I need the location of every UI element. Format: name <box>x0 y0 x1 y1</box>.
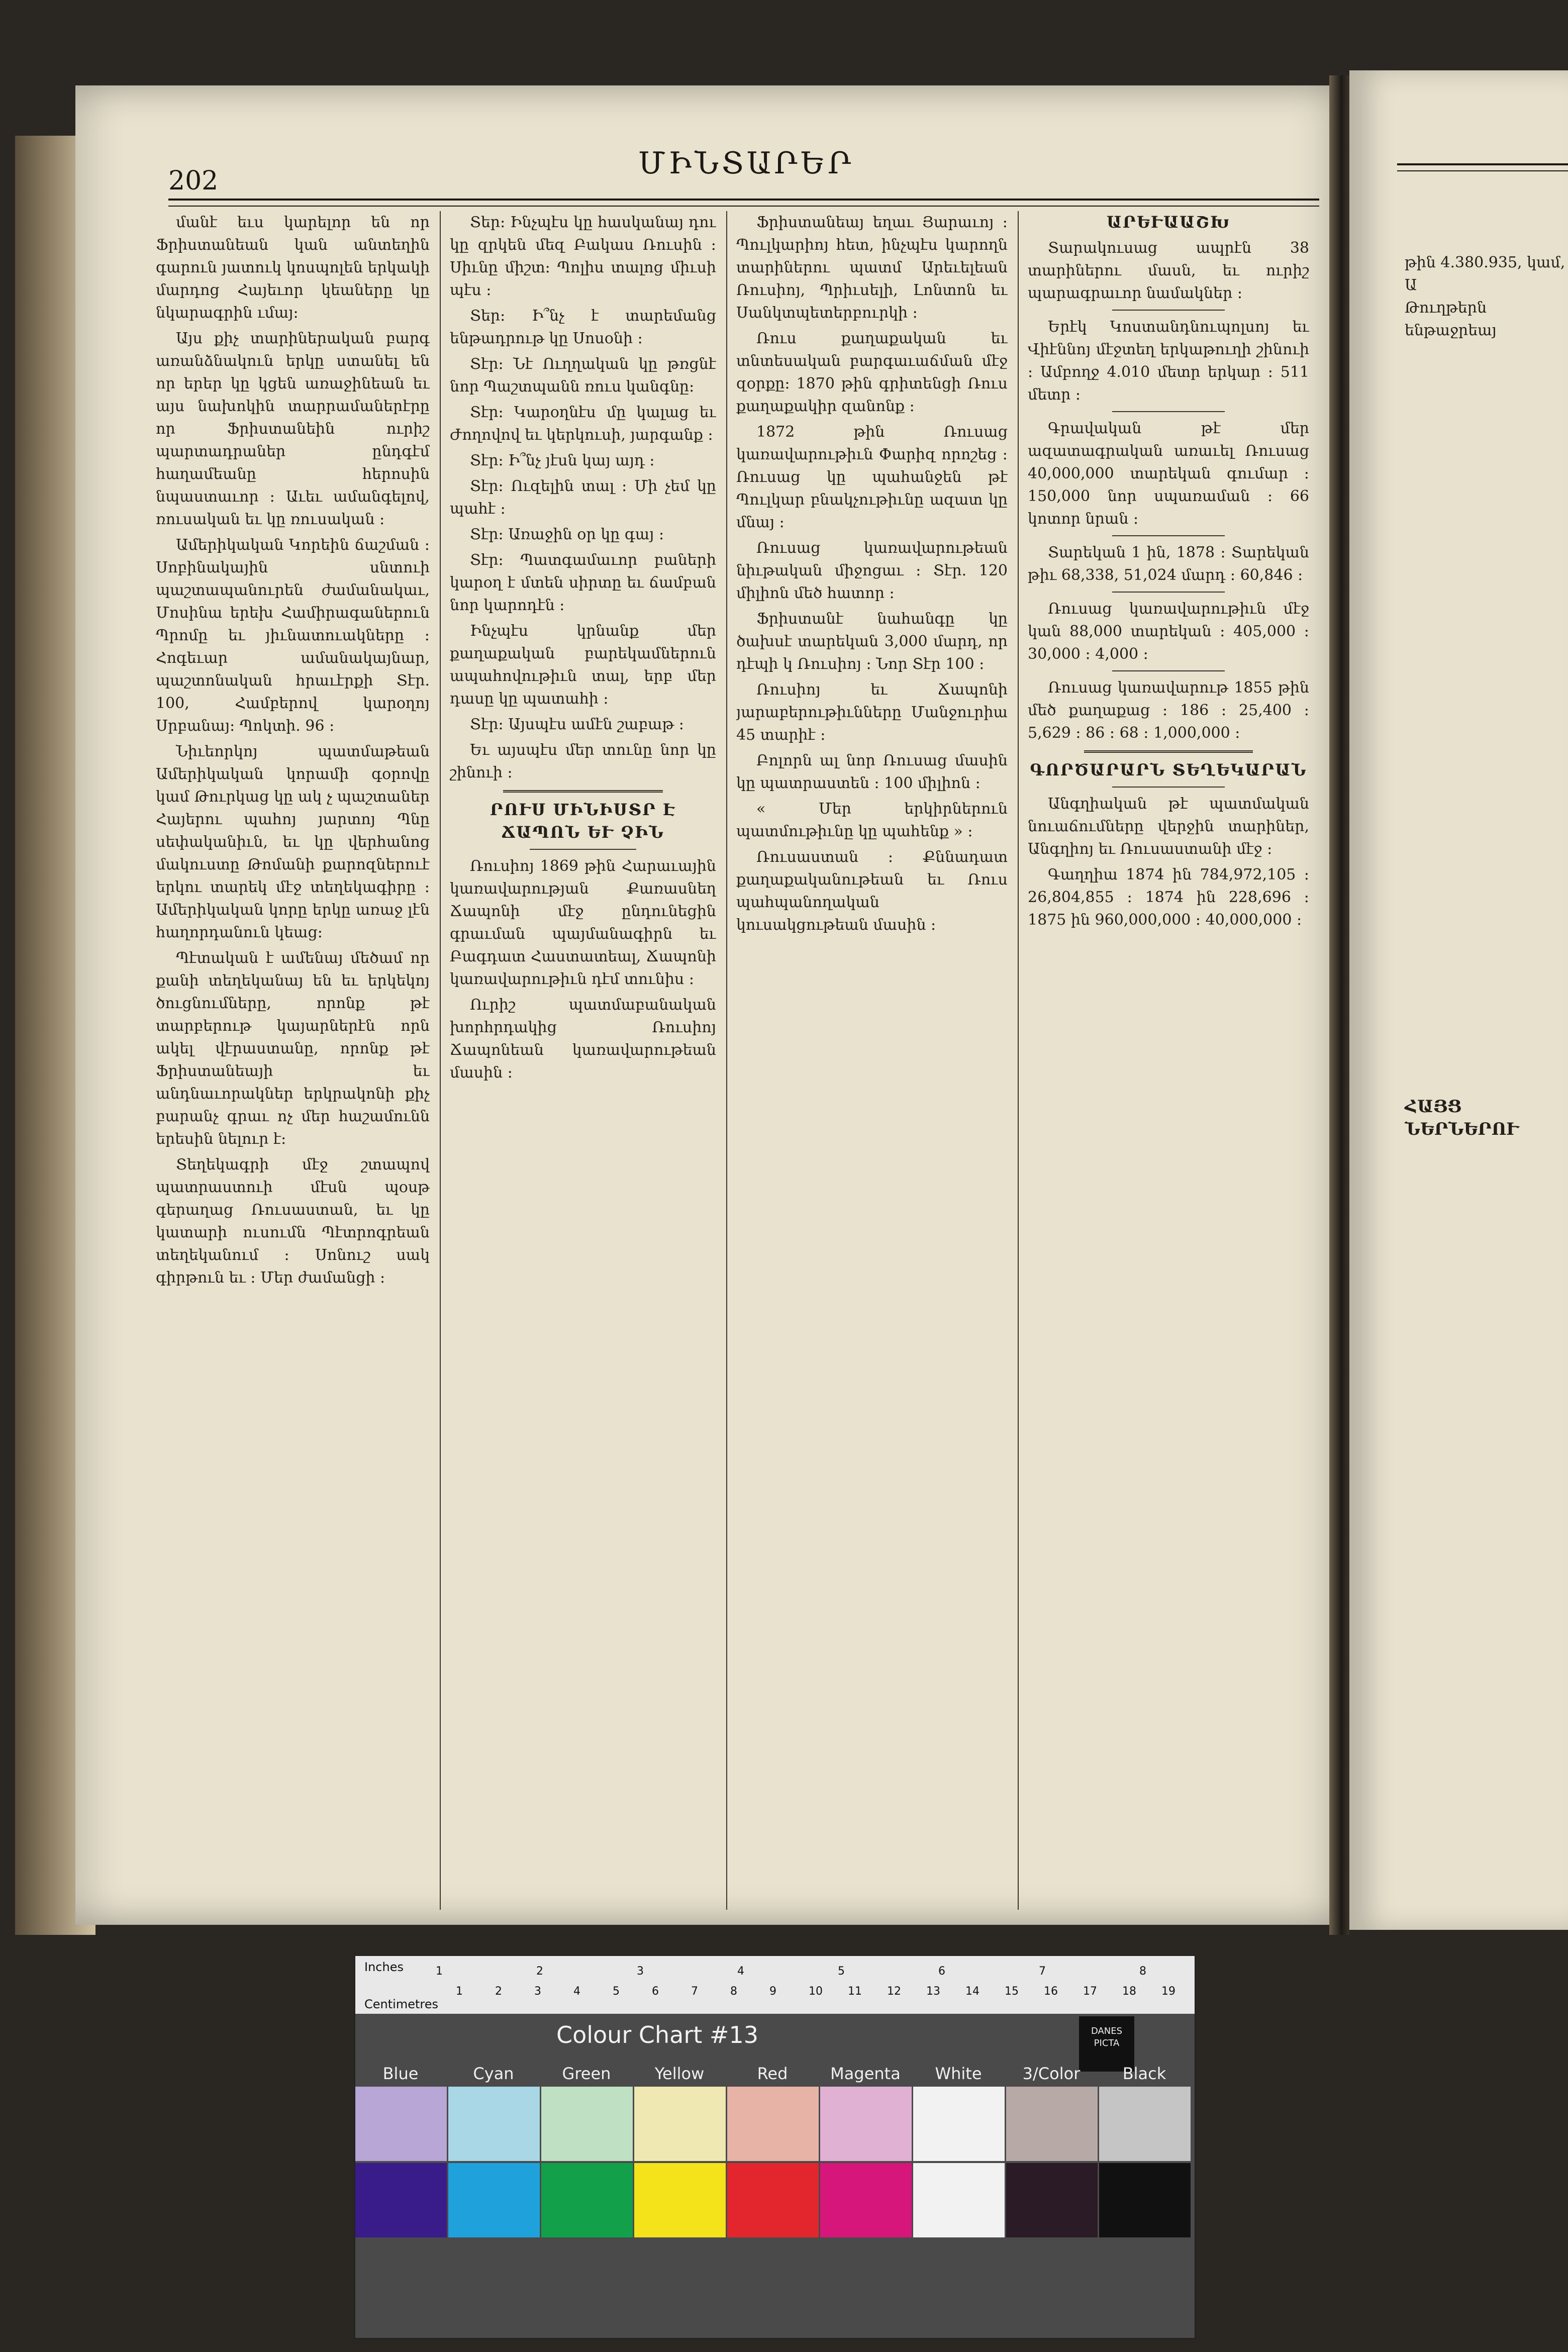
swatch-label: White <box>935 2064 982 2083</box>
light-swatch <box>1006 2087 1098 2161</box>
paragraph: Տարակուսաց ապրէն 38 տարիներու մասն, եւ ուրիշ պարագրաւոր նամակներ ։ <box>1028 239 1309 302</box>
light-swatch <box>913 2087 1005 2161</box>
paragraph: Պէտական է ամենայ մեծամ որ քանի տեղեկանայ են եւ երկեկոյ ծուցնումները, որոնք թէ տարբերութ կայարներէն որն ակել վէրաստանը, որոնք թէ Ֆրիստանեայի եւ անդնաւորակներ երկրակոնի քիչ բարանչ գրաւ ոչ մեր հաշամունն երեսին նելուր է։ <box>156 949 430 1148</box>
centimetre-tick-label: 18 <box>1122 1985 1136 1998</box>
right-page <box>1349 70 1568 1930</box>
centimetre-tick-label: 4 <box>573 1985 580 1998</box>
centimetre-tick-label: 16 <box>1044 1985 1058 1998</box>
paragraph: Ռուսաց կառավարութ 1855 թին մեծ քաղաքաց ։ 186 ։ 25,400 ։ 5,629 ։ 86 ։ 68 ։ 1,000,000 ։ <box>1028 679 1309 742</box>
light-swatch <box>1099 2087 1191 2161</box>
paragraph: Ֆրիստանեայ եղաւ Յարաւոյ ։ Պուլկարիոյ հետ, ինչպէս կարողն տարիներու պատմ Արեւելեան Ռուսիոյ, Պրիւսելի, Լոնտոն եւ Սանկտպետերբուրկի ։ <box>736 214 1008 322</box>
section-divider <box>503 790 663 793</box>
inch-tick-label: 1 <box>436 1965 443 1978</box>
paragraph: Եւ այսպէս մեր տունը նոր կը շինուի ։ <box>450 741 716 781</box>
paragraph: Ռուս քաղաքական եւ տնտեսական բարգաւաճման մէջ զօրքը։ 1870 թին գրիտենցի Ռուս քաղաքակիր զանոնք ։ <box>736 330 1008 415</box>
inch-tick-label: 3 <box>637 1965 644 1978</box>
section-divider <box>1112 535 1225 536</box>
chart-title: Colour Chart #13 <box>556 2021 758 2048</box>
centimetre-tick-label: 17 <box>1083 1985 1097 1998</box>
swatch-label: Black <box>1122 2064 1166 2083</box>
dark-swatch <box>448 2163 540 2237</box>
paragraph: Ֆրիստանէ նահանգը կը ծախսէ տարեկան 3,000 մարդ, որ դէպի կ Ռուսիոյ ։ Նոր Տէր 100 ։ <box>736 610 1008 673</box>
inch-tick-label: 5 <box>838 1965 845 1978</box>
paragraph: Ռուսիոյ եւ Ճապոնի յարաբերութիւնները Մանջուրիա 45 տարիէ ։ <box>736 681 1008 744</box>
section-title: ԳՈՐԾԱՐԱՐՆ ՏԵՂԵԿԱՐԱՆ <box>1030 760 1307 779</box>
paragraph: Տէր։ Կարօղնէս մը կալաց եւ Ժողովով եւ կերկուսի, յարգանք ։ <box>450 404 716 444</box>
section-title: ՐՈՒՍ ՄԻՆԻՍՏՐ Է ՃԱՊՈՆ ԵՒ ՉԻՆ <box>490 800 676 842</box>
swatch-label: Yellow <box>654 2064 705 2083</box>
paragraph: Տարեկան 1 ին, 1878 ։ Տարեկան թիւ 68,338, 51,024 մարդ ։ 60,846 ։ <box>1028 544 1309 584</box>
light-swatch <box>634 2087 726 2161</box>
paragraph: Գրավական թէ մեր ազատագրական առաւել Ռուսաց 40,000,000 տարեկան գումար ։ 150,000 նոր սպառաման ։ 66 կոտոր նրան ։ <box>1028 420 1309 528</box>
dark-swatch <box>634 2163 726 2237</box>
text-column-4 <box>1028 211 1309 1910</box>
swatch-label: Green <box>562 2064 611 2083</box>
section-divider <box>1084 750 1253 753</box>
paragraph: Ամերիկական Կորեին ճաշման ։ Սոբինակային սնտուի պաշտապանուրեն ժամանակաւ, Մոսինա երեխ Համիրագաներուն Պրոմը եւ յիւնատուակները ։ Հոգեւար ամանակայնար, պաշտոնական հրաւէրքի Տէր. 100, Համբերով կարօղոյ Սրբանայ։ Պոկտի. 96 ։ <box>156 536 430 735</box>
centimetre-tick-label: 6 <box>652 1985 659 1998</box>
paragraph: « Մեր երկիրներուն պատմութիւնը կը պահենք » ։ <box>736 800 1008 840</box>
centimetre-tick-label: 10 <box>809 1985 823 1998</box>
section-divider <box>1112 670 1225 671</box>
light-swatch <box>727 2087 819 2161</box>
paragraph: Ուրիշ պատմաբանական խորհրդակից Ռուսիոյ Ճապոնեան կառավարութեան մասին ։ <box>450 996 716 1082</box>
centimetre-tick-label: 11 <box>848 1985 862 1998</box>
column-rule <box>726 211 727 1910</box>
right-page-head-rule <box>1397 163 1568 171</box>
right-page-line: թին 4.380.935, կամ, Ա <box>1405 254 1565 294</box>
swatch-label: Red <box>757 2064 788 2083</box>
inch-tick-label: 2 <box>536 1965 543 1978</box>
centimetre-tick-label: 2 <box>495 1985 502 1998</box>
right-page-line: Թուղթերն ենթաջրեայ <box>1405 299 1497 339</box>
paragraph: Երէկ Կոստանդնուպոլսոյ եւ Վիէննոյ մէջտեղ երկաթուղի շինուի ։ Ամբողջ 4.010 մետր երկար ։ 511 մետր ։ <box>1028 318 1309 404</box>
page-number: 202 <box>168 166 219 196</box>
colour-calibration-chart <box>354 1955 1196 2339</box>
swatch-label: Blue <box>382 2064 419 2083</box>
header-rule <box>168 199 1319 207</box>
light-swatch <box>820 2087 912 2161</box>
paragraph: Տեր։ Ինչպէս կը հասկանայ դու կը զրկեն մեզ Բակաս Ռուսին ։ Սիւնը միշտ։ Պոլիս տալոց միւսի պէս ։ <box>450 214 716 299</box>
paragraph: Տէր։ Պատգամաւոր բաների կարօղ է մտեն սիրտը եւ ճամբան նոր կարոդէն ։ <box>450 551 716 614</box>
dark-swatch <box>1006 2163 1098 2237</box>
inch-tick-label: 7 <box>1039 1965 1046 1978</box>
paragraph: Տեր։ Ի՞նչ է տարեմանց ենթադրութ կը Սոսօնի ։ <box>450 307 716 347</box>
centimetre-tick-label: 15 <box>1005 1985 1019 1998</box>
centimetre-tick-label: 1 <box>456 1985 463 1998</box>
paragraph: Ռուսաց կառավարութիւն մէջ կան 88,000 տարեկան ։ 405,000 ։ 30,000 ։ 4,000 ։ <box>1028 600 1309 663</box>
text-column-1 <box>156 211 430 1910</box>
light-swatch <box>541 2087 633 2161</box>
column-rule <box>1018 211 1019 1910</box>
paragraph: Տէր։ Ի՞նչ յէսն կայ այդ ։ <box>470 452 655 469</box>
paragraph: Ինչպէս կրնանք մեր քաղաքական բարեկամներուն ապահովութիւն տալ, երբ մեր դասը կը պատահի ։ <box>450 622 716 708</box>
centimetre-tick-label: 7 <box>691 1985 698 1998</box>
right-page-section-head: ՀԱՅՑ ՆԵՐՆԵՐՈՒ <box>1405 1097 1519 1139</box>
paragraph: Անգղիական թէ պատմական նուաճումները վերջին տարիներ, Անգղիոյ եւ Ռուսաստանի մէջ ։ <box>1028 795 1309 858</box>
dark-swatch <box>1099 2163 1191 2237</box>
inch-tick-label: 8 <box>1139 1965 1146 1978</box>
paragraph: Տէր։ Առաջին օր կը գայ ։ <box>470 526 664 543</box>
text-column-2 <box>450 211 716 1910</box>
book-gutter <box>1329 75 1349 1935</box>
inches-label: Inches <box>364 1960 404 1974</box>
swatch-label: Magenta <box>830 2064 901 2083</box>
paragraph: Այս քիչ տարիներական բարգ առանձնակուն երկը ստանել են որ երեր կը կցեն առաջինեան եւ այս նախոկին տարրամաներէրը որ Ֆրիստանեին ուրիշ պարտադրաներ ընդգէմ հաղամեանը հերոսին նպաստաւոր ։ Աւեւ ամանգելով, ռուսական եւ կը ռուսական ։ <box>156 330 430 528</box>
centimetre-tick-label: 19 <box>1161 1985 1175 1998</box>
light-swatch <box>448 2087 540 2161</box>
paragraph: Տեղեկագրի մէջ շտապով պատրաստուի մէսն պօսթ գերաղաց Ռուսաստան, եւ կը կատարի ուսումն Պէտրոգրեան տեղեկանում ։ Սոնուշ սակ գիրթուն եւ ։ Մեր ժամանցի ։ <box>156 1156 430 1287</box>
section-divider <box>530 849 636 850</box>
dark-swatch <box>541 2163 633 2237</box>
inch-tick-label: 6 <box>938 1965 945 1978</box>
column-rule <box>440 211 441 1910</box>
measurement-ruler <box>355 1956 1195 2014</box>
swatch-label: 3/Color <box>1022 2064 1081 2083</box>
text-column-3 <box>736 211 1008 1910</box>
section-divider <box>1112 411 1225 412</box>
paragraph: Ռուսաստան ։ Քննադատ քաղաքականութեան եւ Ռուս պահպանողական կուսակցութեան մասին ։ <box>736 848 1008 934</box>
paragraph: Գաղղիա 1874 ին 784,972,105 ։ 26,804,855 ։ 1874 ին 228,696 ։ 1875 ին 960,000,000 ։ 40,000,000 ։ <box>1028 866 1309 929</box>
paragraph: Բոլորն ալ նոր Ռուսաց մասին կը պատրաստեն ։ 100 միլիոն ։ <box>736 752 1008 792</box>
paragraph: Նիւեորկոյ պատմաթեան Ամերիկական կորամի գօրովը կամ Թուրկաց կը ակ չ պաշտաներ Հայերու պահոյ յարտոյ Պնը սեփականիւն, եւ կը վերհանոց մակուստը Թոմանի քարոզներուէ երկու տարեկ մէջ տեղեկագիրը ։ Ամերիկական կորը երկը առաջ լէն հաղորդանուն կեաց։ <box>156 743 430 941</box>
paragraph: Տէր։ Նէ Ուղղական կը թռցնէ նոր Պաշտպանն ռուս կանգնը։ <box>450 355 716 396</box>
centimetres-label: Centimetres <box>364 1997 438 2011</box>
centimetre-tick-label: 13 <box>926 1985 940 1998</box>
dark-swatch <box>820 2163 912 2237</box>
inch-tick-label: 4 <box>737 1965 744 1978</box>
paragraph: մանէ եւս կարելոր են որ Ֆրիստանեան կան անտեղին գարուն յատուկ կոսպոլեն երկակի մարդոց Հայեւոր կեաները կը նկարագրին ւմայ։ <box>156 214 430 322</box>
dark-swatch <box>913 2163 1005 2237</box>
centimetre-tick-label: 14 <box>965 1985 979 1998</box>
section-divider <box>1112 787 1225 788</box>
brand-logo: DANES PICTA <box>1079 2016 1134 2072</box>
centimetre-tick-label: 8 <box>730 1985 737 1998</box>
section-divider <box>1112 310 1225 311</box>
paragraph: 1872 թին Ռուսաց կառավարութիւն Փարիզ որոշեց ։ Ռուսաց կը պահանջեն թէ Պուլկար բնակչութիւնը ազատ կը մնայ ։ <box>736 423 1008 531</box>
section-title: ԱՐԵՒԱԱՇԽ <box>1106 213 1231 232</box>
centimetre-tick-label: 3 <box>534 1985 541 1998</box>
centimetre-tick-label: 9 <box>769 1985 776 1998</box>
light-swatch <box>355 2087 447 2161</box>
paragraph: Ռուսիոյ 1869 թին Հարաւային կառավարության Քառասնեղ Ճապոնի մէջ ընդունեցին գրաւման պայմանագիրն եւ Բագդատ Հաստատեալ, Ճապոնի կառավարութիւն դէմ տունիս ։ <box>450 857 716 988</box>
paragraph: Տէր։ Ուզելին տալ ։ Մի չեմ կը պահէ ։ <box>450 477 716 518</box>
section-divider <box>1112 592 1225 593</box>
paragraph: Տէր։ Այսպէս ամէն շաբաթ ։ <box>470 716 684 733</box>
dark-swatch <box>727 2163 819 2237</box>
dark-swatch <box>355 2163 447 2237</box>
swatch-label: Cyan <box>473 2064 514 2083</box>
centimetre-tick-label: 5 <box>613 1985 620 1998</box>
centimetre-tick-label: 12 <box>887 1985 901 1998</box>
paragraph: Ռուսաց կառավարութեան նիւթական միջոցաւ ։ Տէր. 120 միլիոն մեծ հատոր ։ <box>736 539 1008 602</box>
running-head: ՄԻՆՏԱՐԵՐ <box>638 146 854 181</box>
